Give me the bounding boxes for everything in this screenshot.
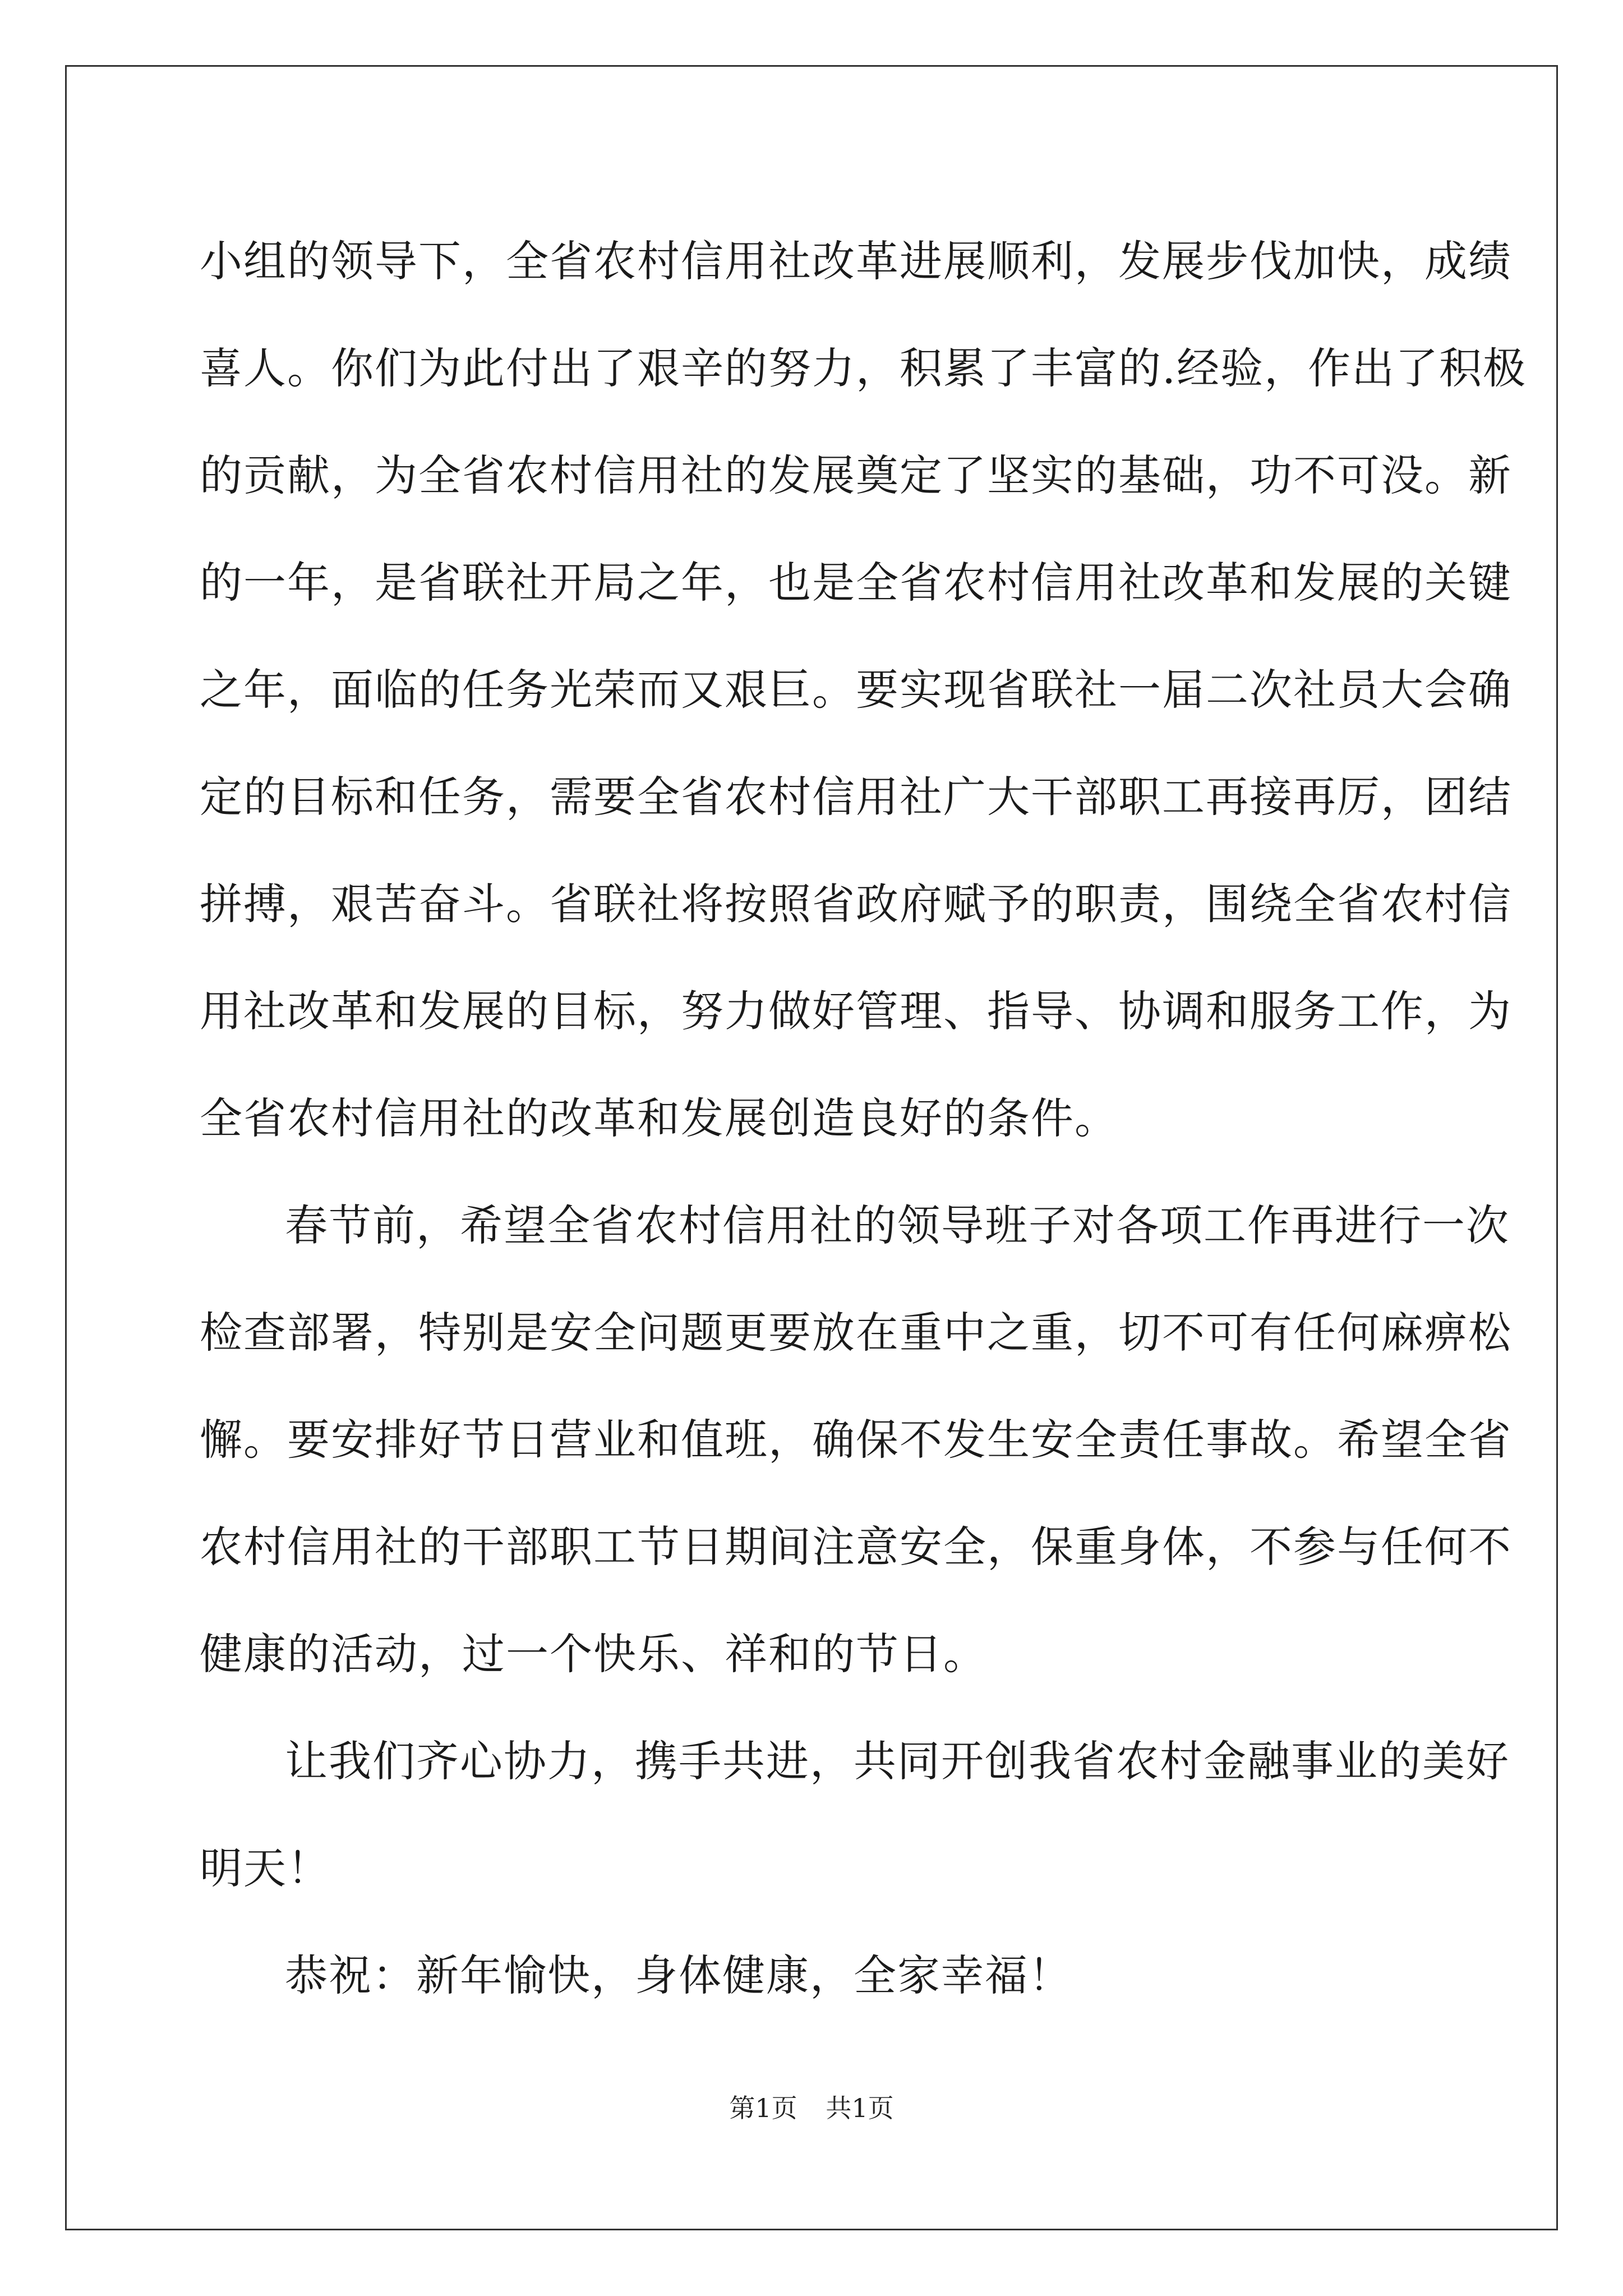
text-line: 的一年，是省联社开局之年，也是全省农村信用社改革和发展的关键 bbox=[200, 558, 1512, 608]
page-footer bbox=[0, 2088, 1623, 2125]
text-line: 的贡献，为全省农村信用社的发展奠定了坚实的基础，功不可没。新 bbox=[200, 450, 1512, 500]
text-line: 农村信用社的干部职工节日期间注意安全，保重身体，不参与任何不 bbox=[200, 1522, 1512, 1572]
page-total: 共1页 bbox=[826, 2093, 894, 2123]
text-line: 恭祝：新年愉快，身体健康，全家幸福！ bbox=[285, 1950, 1072, 2000]
document-body bbox=[200, 208, 1527, 2029]
text-line: 懈。要安排好节日营业和值班，确保不发生安全责任事故。希望全省 bbox=[200, 1415, 1512, 1465]
paragraph-4 bbox=[200, 1922, 1428, 2029]
text-line: 明天！ bbox=[200, 1843, 331, 1893]
text-line: 全省农村信用社的改革和发展创造良好的条件。 bbox=[200, 1093, 1118, 1143]
paragraph-1 bbox=[200, 208, 1527, 1172]
text-line: 健康的活动，过一个快乐、祥和的节日。 bbox=[200, 1629, 987, 1679]
text-line: 小组的领导下，全省农村信用社改革进展顺利，发展步伐加快，成绩 bbox=[200, 236, 1512, 286]
paragraph-3 bbox=[200, 1708, 1510, 1922]
text-line: 拼搏，艰苦奋斗。省联社将按照省政府赋予的职责，围绕全省农村信 bbox=[200, 879, 1512, 929]
page-number: 第1页 bbox=[729, 2093, 797, 2123]
text-line: 定的目标和任务，需要全省农村信用社广大干部职工再接再厉，团结 bbox=[200, 772, 1512, 822]
text-line: 喜人。你们为此付出了艰辛的努力，积累了丰富的.经验，作出了积极 bbox=[200, 343, 1527, 393]
paragraph-2 bbox=[200, 1172, 1512, 1708]
text-line: 用社改革和发展的目标，努力做好管理、指导、协调和服务工作，为 bbox=[200, 986, 1512, 1036]
text-line: 春节前，希望全省农村信用社的领导班子对各项工作再进行一次 bbox=[285, 1200, 1510, 1250]
text-line: 检查部署，特别是安全问题更要放在重中之重，切不可有任何麻痹松 bbox=[200, 1308, 1512, 1358]
text-line: 之年，面临的任务光荣而又艰巨。要实现省联社一届二次社员大会确 bbox=[200, 665, 1512, 715]
text-line: 让我们齐心协力，携手共进，共同开创我省农村金融事业的美好 bbox=[285, 1736, 1510, 1786]
